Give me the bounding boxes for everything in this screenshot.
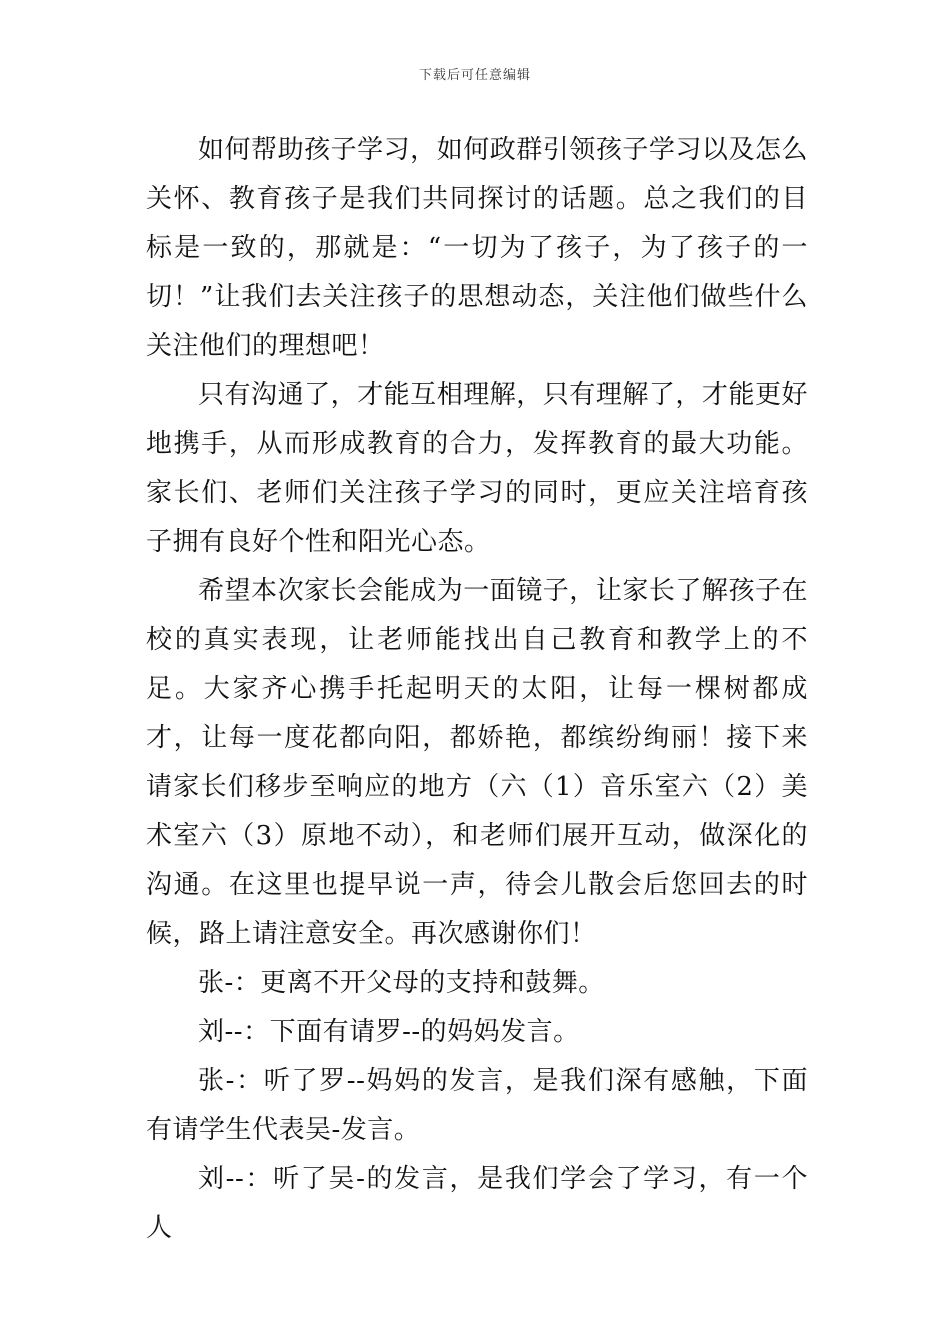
page-header: 下载后可任意编辑: [418, 68, 531, 83]
paragraph-7: 刘--：听了吴-的发言，是我们学会了学习，有一个人: [146, 1164, 808, 1243]
paragraph-3: 希望本次家长会能成为一面镜子，让家长了解孩子在校的真实表现，让老师能找出自己教育和教学上的不足。大家齐心携手托起明天的太阳，让每一棵树都成才，让每一度花都向阳，都娇艳，都缤纷绚丽！接下来请家长们移步至响应的地方（六（1）音乐室六（2）美术室六（3）原地不动），和老师们展开互动，做深化的沟通。在这里也提早说一声，待会儿散会后您回去的时候，路上请注意安全。再次感谢你们！: [146, 576, 808, 949]
paragraph-2: 只有沟通了，才能互相理解，只有理解了，才能更好地携手，从而形成教育的合力，发挥教育的最大功能。家长们、老师们关注孩子学习的同时，更应关注培育孩子拥有良好个性和阳光心态。: [146, 380, 808, 557]
paragraph-6: 张-：听了罗--妈妈的发言，是我们深有感触，下面有请学生代表吴-发言。: [146, 1066, 808, 1145]
document-body: [146, 126, 808, 1253]
paragraph-1: 如何帮助孩子学习，如何政群引领孩子学习以及怎么关怀、教育孩子是我们共同探讨的话题。总之我们的目标是一致的，那就是：“一切为了孩子，为了孩子的一切！”让我们去关注孩子的思想动态，关注他们做些什么关注他们的理想吧！: [146, 135, 808, 361]
paragraph-4: 张-：更离不开父母的支持和鼓舞。: [198, 968, 605, 998]
paragraph-5: 刘--：下面有请罗--的妈妈发言。: [198, 1017, 580, 1047]
